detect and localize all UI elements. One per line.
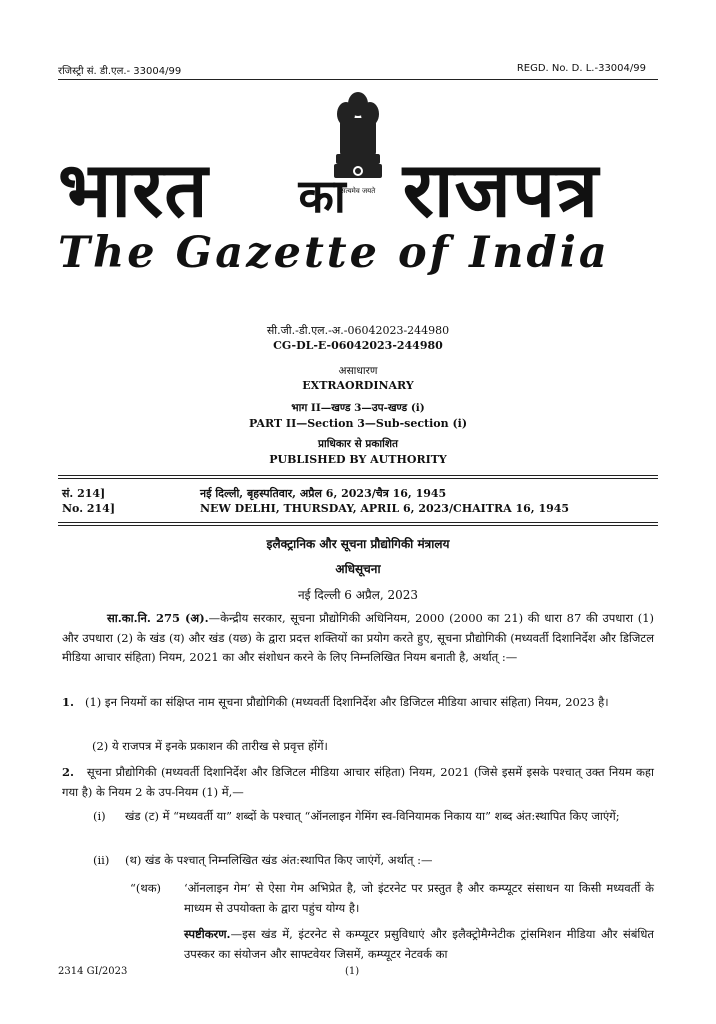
extraordinary-hindi: असाधारण [338,365,378,377]
rule-1-text: (1) इन नियमों का संक्षिप्त नाम सूचना प्रौद्योगिकी (मध्यवर्ती दिशानिर्देश और डिजिटल मीडिया आचार संहिता) नियम, 2023 है। [84,695,609,709]
part-hindi: भाग II—खण्ड 3—उप-खण्ड (i) [291,402,425,414]
clause-ii-number: (ii) [93,853,110,867]
registry-number-hindi: रजिस्ट्री सं. डी.एल.- 33004/99 [58,66,182,77]
rule-2-number: 2. [62,765,75,779]
published-english: PUBLISHED BY AUTHORITY [269,453,447,466]
masthead-hindi-ka: का [298,169,347,223]
masthead-hindi [58,145,658,234]
clause-ii-text: (थ) खंड के पश्चात् निम्नलिखित खंड अंत:स्थापित किए जाएंगें, अर्थात् :— [125,853,433,867]
cg-number-hindi: सी.जी.-डी.एल.-अ.-06042023-244980 [266,324,450,337]
issue-date-hindi: नई दिल्ली, बृहस्पतिवार, अप्रैल 6, 2023/चैत्र 16, 1945 [200,487,447,500]
issue-rule-top [58,475,658,476]
preamble-paragraph [62,609,654,668]
part-english: PART II—Section 3—Sub-section (i) [248,417,468,430]
notification-heading: अधिसूचना [335,562,381,576]
header-rule [58,79,658,80]
rule-2-paragraph [62,763,654,802]
masthead-hindi-right: राजपत्र [402,145,600,234]
issue-rule-bottom-thin [58,522,658,523]
clause-tha-ka-number: “(थक) [130,881,162,895]
clause-i-number: (i) [93,809,106,823]
issue-date-english: NEW DELHI, THURSDAY, APRIL 6, 2023/CHAITRA 16, 1945 [200,502,570,515]
rule-1-paragraph [62,693,654,713]
issue-number-hindi: सं. 214] [62,487,106,500]
issue-number-english: No. 214] [62,502,116,515]
issue-rule-top-thin [58,478,658,479]
page-number: (1) [345,966,360,977]
clause-i-text: खंड (ट) में “मध्यवर्ती या” शब्दों के पश्चात् “ऑनलाइन गेमिंग स्व-विनियामक निकाय या” शब्द अंत:स्थापित किए जाएंगें; [125,809,620,823]
preamble-text: —केन्द्रीय सरकार, सूचना प्रौद्योगिकी अधिनियम, 2000 (2000 का 21) की धारा 87 की उपधारा (1) और उपधारा (2) के खंड (य) और खंड (यछ) के द्वारा प्रदत्त शक्तियों का प्रयोग करते हुए, सूचना प्रौद्योगिकी (मध्यवर्ती दिशानिर्देश और डिजिटल मीडिया आचार संहिता) नियम, 2021 का और संशोधन करने के लिए निम्नलिखित नियम बनाती है, अर्थात् :— [62,611,654,664]
explanation-paragraph [184,925,654,964]
place-date: नई दिल्ली 6 अप्रैल, 2023 [297,588,419,602]
gsr-number: सा.का.नि. 275 (अ). [107,611,209,625]
emblem-motto: सत्यमेव जयते [340,187,376,195]
clause-tha-ka-text: ‘ऑनलाइन गेम’ से ऐसा गेम अभिप्रेत है, जो इंटरनेट पर प्रस्तुत है और कम्प्यूटर संसाधन या किसी मध्यवर्ती के माध्यम से उपयोक्ता के द्वारा पहुंच योग्य है। [184,881,654,915]
rule-1-number: 1. [62,695,75,709]
masthead-hindi-left: भारत [58,145,209,234]
issue-rule-bottom [58,525,658,526]
explanation-text: —इस खंड में, इंटरनेट से कम्प्यूटर प्रसुविधाएं और इलैक्ट्रोमैग्नेटीक ट्रांसमिशन मीडिया और संबंधित उपस्कर का संयोजन और साफ्टवेयर जिसमें, कम्प्यूटर नेटवर्क का [184,927,654,961]
ministry-heading: इलैक्ट्रानिक और सूचना प्रौद्योगिकी मंत्रालय [266,537,450,551]
rule-1-2-paragraph: (2) ये राजपत्र में इनके प्रकाशन की तारीख से प्रवृत्त होंगें। [92,739,328,753]
extraordinary-english: EXTRAORDINARY [302,379,414,392]
explanation-label: स्पष्टीकरण. [184,927,231,941]
rule-2-text: सूचना प्रौद्योगिकी (मध्यवर्ती दिशानिर्देश और डिजिटल मीडिया आचार संहिता) नियम, 2021 (जिसे इसमें इसके पश्चात् उक्त नियम कहा गया है) के नियम 2 के उप-नियम (1) में,— [62,765,654,799]
registry-number-english: REGD. No. D. L.-33004/99 [516,63,646,74]
footer-code: 2314 GI/2023 [58,966,128,977]
masthead-english: The Gazette of India [58,228,610,278]
published-hindi: प्राधिकार से प्रकाशित [318,438,398,450]
cg-number-english: CG-DL-E-06042023-244980 [273,339,443,352]
